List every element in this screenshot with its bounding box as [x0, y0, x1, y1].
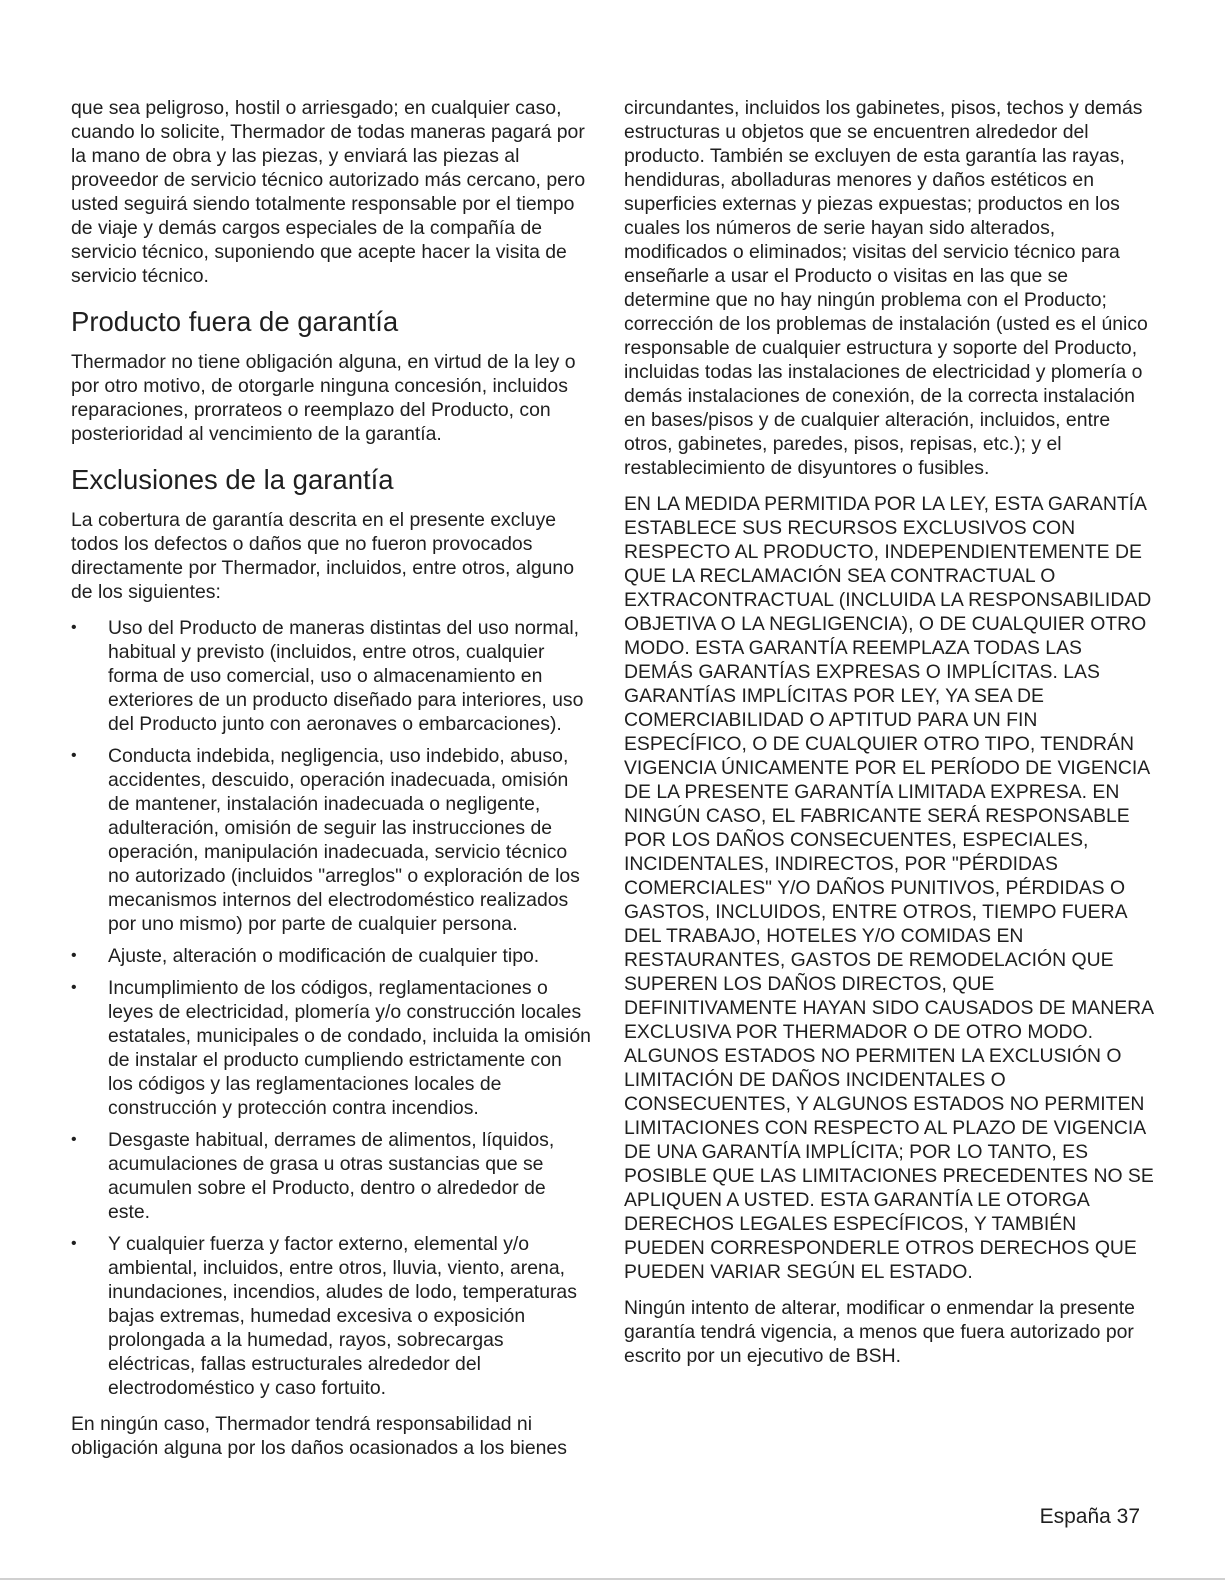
final-paragraph: Ningún intento de alterar, modificar o enmendar la presente garantía tendrá vigencia, a menos que fuera autorizado por escrito por un ejecutivo de BSH. — [624, 1297, 1135, 1367]
continued-paragraph: circundantes, incluidos los gabinetes, pisos, techos y demás estructuras u objetos que se encuentren alrededor del producto. También se excluyen de esta garantía las rayas, hendiduras, abolladuras menores y daños estéticos en superficies externas y piezas expuestas; productos en los cuales los números de serie hayan sido alterados, modificados o eliminados; visitas del servicio técnico para enseñarle a usar el Producto o visitas en las que se determine que no hay ningún problema con el Producto; corrección de los problemas de instalación (usted es el único responsable de cualquier estructura y soporte del Producto, incluidas todas las instalaciones de electricidad y plomería o demás instalaciones de conexión, de la correcta instalación en bases/pisos y de cualquier alteración, incluidos, entre otros, gabinetes, paredes, pisos, repisas, etc.); y el restablecimiento de disyuntores o fusibles. — [624, 97, 1148, 479]
exclusions-paragraph: La cobertura de garantía descrita en el presente excluye todos los defectos o daños que no fueron provocados directamente por Thermador, incluidos, entre otros, alguno de los siguientes: — [71, 509, 575, 603]
list-item-text: Incumplimiento de los códigos, reglamentaciones o leyes de electricidad, plomería y/o construcción locales estatales, municipales o de condado, incluida la omisión de instalar el producto cumpliendo estrictamente con los códigos y las reglamentaciones locales de construcción y protección contra incendios. — [108, 977, 591, 1119]
left-column — [71, 96, 591, 1472]
list-item — [71, 1232, 591, 1400]
list-item — [71, 744, 591, 936]
out-of-warranty-paragraph: Thermador no tiene obligación alguna, en virtud de la ley o por otro motivo, de otorgarle ninguna concesión, incluidos reparaciones, prorrateos o reemplazo del Producto, con posterioridad al vencimiento de la garantía. — [71, 351, 576, 445]
heading-out-of-warranty: Producto fuera de garantía — [71, 306, 399, 337]
heading-exclusions: Exclusiones de la garantía — [71, 464, 394, 495]
list-item — [71, 976, 591, 1120]
page-footer: España 37 — [1039, 1505, 1140, 1528]
list-item — [71, 616, 591, 736]
bullet-icon: • — [71, 947, 77, 964]
list-item — [71, 944, 591, 968]
list-item-text: Y cualquier fuerza y factor externo, elemental y/o ambiental, incluidos, entre otros, lluvia, viento, arena, inundaciones, incendios, aludes de lodo, temperaturas bajas extremas, humedad excesiva o exposición prolongada a la humedad, rayos, sobrecargas eléctricas, fallas estructurales alrededor del electrodoméstico y caso fortuito. — [108, 1233, 577, 1399]
legal-caps-paragraph: EN LA MEDIDA PERMITIDA POR LA LEY, ESTA GARANTÍA ESTABLECE SUS RECURSOS EXCLUSIVOS CON RESPECTO AL PRODUCTO, INDEPENDIENTEMENTE DE QUE LA RECLAMACIÓN SEA CONTRACTUAL O EXTRACONTRACTUAL (INCLUIDA LA RESPONSABILIDAD OBJETIVA O LA NEGLIGENCIA), O DE CUALQUIER OTRO MODO. ESTA GARANTÍA REEMPLAZA TODAS LAS DEMÁS GARANTÍAS EXPRESAS O IMPLÍCITAS. LAS GARANTÍAS IMPLÍCITAS POR LEY, YA SEA DE COMERCIABILIDAD O APTITUD PARA UN FIN ESPECÍFICO, O DE CUALQUIER OTRO TIPO, TENDRÁN VIGENCIA ÚNICAMENTE POR EL PERÍODO DE VIGENCIA DE LA PRESENTE GARANTÍA LIMITADA EXPRESA. EN NINGÚN CASO, EL FABRICANTE SERÁ RESPONSABLE POR LOS DAÑOS CONSECUENTES, ESPECIALES, INCIDENTALES, INDIRECTOS, POR "PÉRDIDAS COMERCIALES" Y/O DAÑOS PUNITIVOS, PÉRDIDAS O GASTOS, INCLUIDOS, ENTRE OTROS, TIEMPO FUERA DEL TRABAJO, HOTELES Y/O COMIDAS EN RESTAURANTES, GASTOS DE REMODELACIÓN QUE SUPEREN LOS DAÑOS DIRECTOS, QUE DEFINITIVAMENTE HAYAN SIDO CAUSADOS DE MANERA EXCLUSIVA POR THERMADOR O DE OTRO MODO. ALGUNOS ESTADOS NO PERMITEN LA EXCLUSIÓN O LIMITACIÓN DE DAÑOS INCIDENTALES O CONSECUENTES, Y ALGUNOS ESTADOS NO PERMITEN LIMITACIONES CON RESPECTO AL PLAZO DE VIGENCIA DE UNA GARANTÍA IMPLÍCITA; POR LO TANTO, ES POSIBLE QUE LAS LIMITACIONES PRECEDENTES NO SE APLIQUEN A USTED. ESTA GARANTÍA LE OTORGA DERECHOS LEGALES ESPECÍFICOS, Y TAMBIÉN PUEDEN CORRESPONDERLE OTROS DERECHOS QUE PUEDEN VARIAR SEGÚN EL ESTADO. — [624, 493, 1154, 1283]
closing-paragraph: En ningún caso, Thermador tendrá responsabilidad ni obligación alguna por los daños ocasionados a los bienes — [71, 1413, 567, 1459]
bottom-divider — [0, 1578, 1225, 1580]
bullet-icon: • — [71, 979, 77, 996]
bullet-icon: • — [71, 1235, 77, 1252]
list-item-text: Ajuste, alteración o modificación de cualquier tipo. — [108, 945, 540, 967]
bullet-icon: • — [71, 619, 77, 636]
list-item-text: Uso del Producto de maneras distintas del uso normal, habitual y previsto (incluidos, entre otros, cualquier forma de uso comercial, uso o almacenamiento en exteriores de un producto diseñado para interiores, uso del Producto junto con aeronaves o embarcaciones). — [108, 617, 584, 735]
bullet-icon: • — [71, 747, 77, 764]
right-column — [624, 96, 1154, 1380]
exclusions-list — [71, 616, 591, 1400]
list-item-text: Desgaste habitual, derrames de alimentos, líquidos, acumulaciones de grasa u otras sustancias que se acumulen sobre el Producto, dentro o alrededor de este. — [108, 1129, 555, 1223]
list-item-text: Conducta indebida, negligencia, uso indebido, abuso, accidentes, descuido, operación inadecuada, omisión de mantener, instalación inadecuada o negligente, adulteración, omisión de seguir las instrucciones de operación, manipulación inadecuada, servicio técnico no autorizado (incluidos "arreglos" o exploración de los mecanismos internos del electrodoméstico realizados por uno mismo) por parte de cualquier persona. — [108, 745, 580, 935]
bullet-icon: • — [71, 1131, 77, 1148]
intro-paragraph: que sea peligroso, hostil o arriesgado; en cualquier caso, cuando lo solicite, Thermador de todas maneras pagará por la mano de obra y las piezas, y enviará las piezas al proveedor de servicio técnico autorizado más cercano, pero usted seguirá siendo totalmente responsable por el tiempo de viaje y demás cargos especiales de la compañía de servicio técnico, suponiendo que acepte hacer la visita de servicio técnico. — [71, 97, 586, 287]
list-item — [71, 1128, 591, 1224]
